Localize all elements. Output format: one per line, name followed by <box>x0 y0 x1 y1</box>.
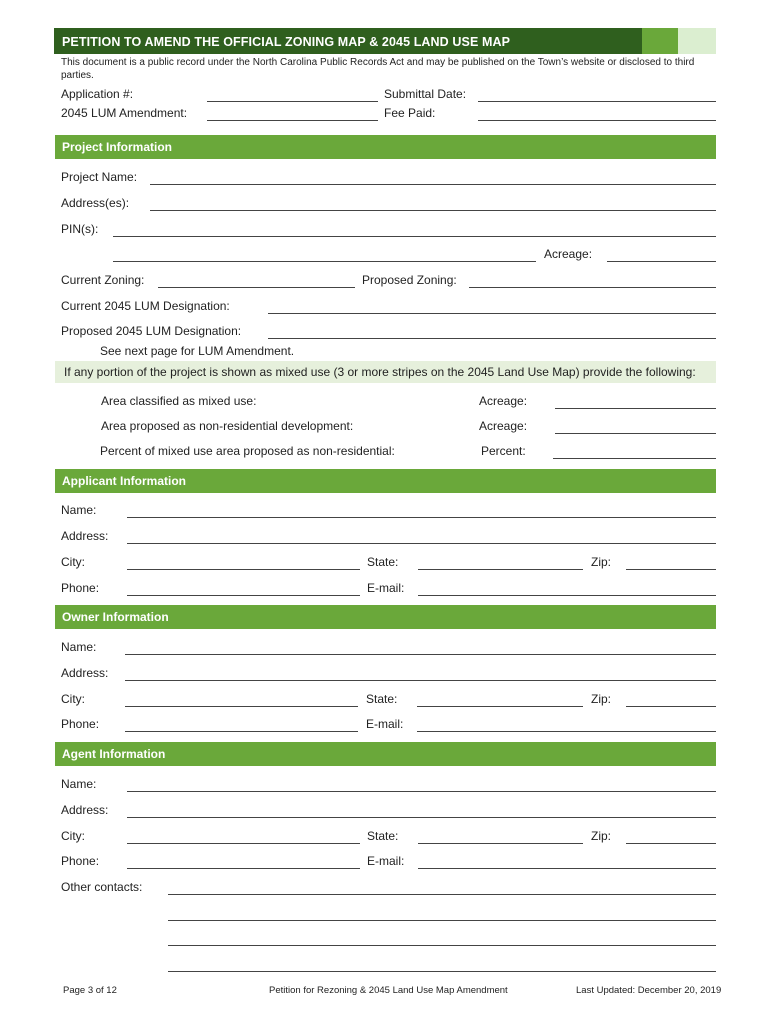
applicant-city-field[interactable] <box>127 569 360 570</box>
fee-paid-field[interactable] <box>478 120 716 121</box>
area-nonres-label: Area proposed as non-residential development: <box>101 419 354 433</box>
pin-field-2[interactable] <box>113 261 536 262</box>
area-mixed-acreage-field[interactable] <box>555 408 716 409</box>
other-contacts-field-3[interactable] <box>168 945 716 946</box>
agent-address-label: Address: <box>61 803 109 817</box>
agent-section-title: Agent Information <box>62 747 166 761</box>
agent-zip-label: Zip: <box>591 829 612 843</box>
agent-phone-field[interactable] <box>127 868 360 869</box>
area-nonres-acreage-field[interactable] <box>555 433 716 434</box>
project-address-field[interactable] <box>150 210 716 211</box>
title-bar <box>54 28 642 54</box>
owner-zip-label: Zip: <box>591 692 612 706</box>
other-contacts-field-2[interactable] <box>168 920 716 921</box>
owner-section-header <box>55 605 716 629</box>
pin-label: PIN(s): <box>61 222 99 236</box>
submittal-date-label: Submittal Date: <box>384 87 467 101</box>
agent-city-label: City: <box>61 829 85 843</box>
agent-email-field[interactable] <box>418 868 716 869</box>
agent-name-field[interactable] <box>127 791 716 792</box>
owner-name-label: Name: <box>61 640 97 654</box>
percent-field[interactable] <box>553 458 716 459</box>
mixed-use-note-text: If any portion of the project is shown as mixed use (3 or more stripes on the 2045 Land Use Map) provide the following: <box>64 365 696 379</box>
submittal-date-field[interactable] <box>478 101 716 102</box>
project-name-label: Project Name: <box>61 170 138 184</box>
area-mixed-label: Area classified as mixed use: <box>101 394 257 408</box>
acreage-field[interactable] <box>607 261 716 262</box>
applicant-section-header <box>55 469 716 493</box>
percent-field-label: Percent: <box>481 444 526 458</box>
application-label: Application #: <box>61 87 134 101</box>
other-contacts-field-4[interactable] <box>168 971 716 972</box>
agent-state-field[interactable] <box>418 843 583 844</box>
footer-page-number: Page 3 of 12 <box>63 985 117 996</box>
project-section-header <box>55 135 716 159</box>
applicant-state-label: State: <box>367 555 399 569</box>
owner-name-field[interactable] <box>125 654 716 655</box>
other-contacts-label: Other contacts: <box>61 880 143 894</box>
title-accent-green <box>642 28 678 54</box>
application-field[interactable] <box>207 101 378 102</box>
owner-phone-label: Phone: <box>61 717 100 731</box>
agent-zip-field[interactable] <box>626 843 716 844</box>
applicant-email-field[interactable] <box>418 595 716 596</box>
proposed-zoning-field[interactable] <box>469 287 716 288</box>
other-contacts-field-1[interactable] <box>168 894 716 895</box>
public-record-notice: This document is a public record under the North Carolina Public Records Act and may be published on the Town’s website or disclosed to third parties. <box>61 57 695 81</box>
mixed-use-note <box>55 361 716 383</box>
next-page-note: See next page for LUM Amendment. <box>100 344 295 358</box>
applicant-email-label: E-mail: <box>367 581 405 595</box>
lum-amendment-field[interactable] <box>207 120 378 121</box>
applicant-address-field[interactable] <box>127 543 716 544</box>
owner-address-label: Address: <box>61 666 109 680</box>
agent-address-field[interactable] <box>127 817 716 818</box>
owner-zip-field[interactable] <box>626 706 716 707</box>
applicant-phone-label: Phone: <box>61 581 100 595</box>
applicant-city-label: City: <box>61 555 85 569</box>
agent-state-label: State: <box>367 829 399 843</box>
current-lum-label: Current 2045 LUM Designation: <box>61 299 230 313</box>
owner-email-label: E-mail: <box>366 717 404 731</box>
proposed-lum-field[interactable] <box>268 338 716 339</box>
area-mixed-acreage-label: Acreage: <box>479 394 528 408</box>
applicant-state-field[interactable] <box>418 569 583 570</box>
footer-document-title: Petition for Rezoning & 2045 Land Use Map Amendment <box>269 985 508 996</box>
owner-email-field[interactable] <box>417 731 716 732</box>
applicant-name-field[interactable] <box>127 517 716 518</box>
applicant-name-label: Name: <box>61 503 97 517</box>
applicant-address-label: Address: <box>61 529 109 543</box>
project-section-title: Project Information <box>62 140 173 154</box>
proposed-lum-label: Proposed 2045 LUM Designation: <box>61 324 242 338</box>
owner-city-field[interactable] <box>125 706 358 707</box>
applicant-zip-field[interactable] <box>626 569 716 570</box>
current-zoning-label: Current Zoning: <box>61 273 145 287</box>
acreage-label: Acreage: <box>544 247 593 261</box>
project-address-label: Address(es): <box>61 196 130 210</box>
agent-phone-label: Phone: <box>61 854 100 868</box>
title-accent-light <box>678 28 716 54</box>
pin-field[interactable] <box>113 236 716 237</box>
owner-address-field[interactable] <box>125 680 716 681</box>
owner-state-label: State: <box>366 692 398 706</box>
lum-amendment-label: 2045 LUM Amendment: <box>61 106 188 120</box>
area-nonres-acreage-label: Acreage: <box>479 419 528 433</box>
current-zoning-field[interactable] <box>158 287 355 288</box>
footer-last-updated: Last Updated: December 20, 2019 <box>576 985 722 996</box>
owner-city-label: City: <box>61 692 85 706</box>
applicant-phone-field[interactable] <box>127 595 360 596</box>
agent-city-field[interactable] <box>127 843 360 844</box>
agent-name-label: Name: <box>61 777 97 791</box>
agent-section-header <box>55 742 716 766</box>
owner-state-field[interactable] <box>417 706 583 707</box>
project-name-field[interactable] <box>150 184 716 185</box>
owner-section-title: Owner Information <box>62 610 169 624</box>
owner-phone-field[interactable] <box>125 731 358 732</box>
page-title: PETITION TO AMEND THE OFFICIAL ZONING MAP & 2045 LAND USE MAP <box>62 35 511 49</box>
applicant-section-title: Applicant Information <box>62 474 186 488</box>
applicant-zip-label: Zip: <box>591 555 612 569</box>
fee-paid-label: Fee Paid: <box>384 106 436 120</box>
proposed-zoning-label: Proposed Zoning: <box>362 273 457 287</box>
agent-email-label: E-mail: <box>367 854 405 868</box>
current-lum-field[interactable] <box>268 313 716 314</box>
percent-mixed-label: Percent of mixed use area proposed as non-residential: <box>100 444 395 458</box>
